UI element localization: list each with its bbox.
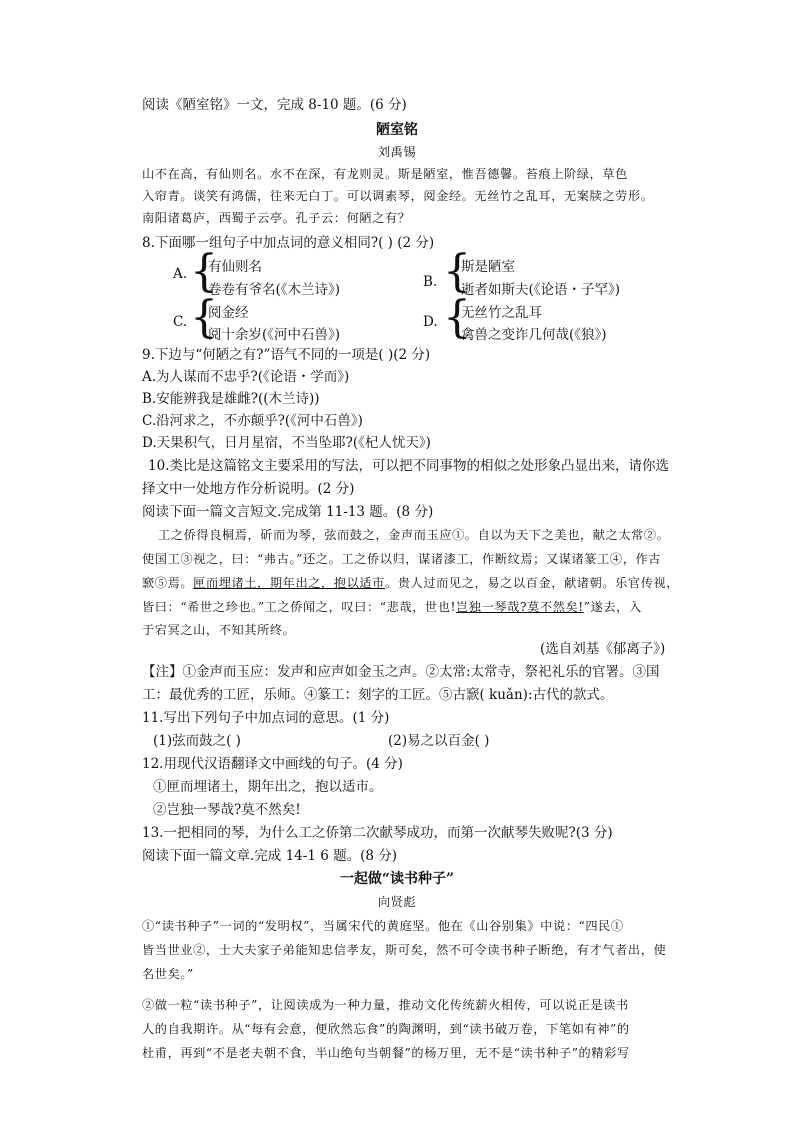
brace-icon: { [443, 292, 471, 343]
option-line: 卷卷有爷名(《木兰诗》) [208, 282, 341, 298]
passage-line: 工之侨得良桐焉，斫而为琴，弦而鼓之，金声而玉应①。自以为天下之美也，献之太常②。 [158, 528, 670, 542]
question-12-item: ①匣而埋诸土，期年出之，抱以适市。 [153, 779, 383, 795]
question-11-item: (2)易之以百金( ) [388, 733, 490, 749]
poem-author: 刘禹锡 [377, 145, 417, 159]
option-label: B. [423, 274, 438, 290]
option-line: 斯是陋室 [461, 259, 515, 275]
question-10-line: 择文中一处地方作分析说明。(2 分) [142, 481, 355, 497]
passage-line [142, 597, 642, 617]
option-line: 无丝竹之乱耳 [461, 305, 542, 321]
option-line: 阅金经 [208, 305, 249, 321]
question-10-line: 10.类比是这篇铭文主要采用的写法，可以把不同事物的相似之处形象凸显出来，请你选 [148, 458, 669, 474]
q9-option: C.沿河求之，不亦颠乎?(《河中石兽》) [142, 413, 363, 429]
essay-line: 皆当世业②，士大夫家子弟能知忠信孝友，斯可矣，然不可令读书种子断绝，有才气者出，使 [142, 943, 667, 957]
option-line: 禽兽之变诈几何哉(《狼》) [461, 327, 607, 343]
brace-icon: { [190, 246, 218, 297]
essay-line: 人的自我期许。从“每有会意，便欣然忘食”的陶渊明，到“读书破万卷，下笔如有神”的 [142, 1022, 630, 1036]
question-8-stem: 8.下面哪一组句子中加点词的意义相同?( ) (2 分) [142, 235, 435, 251]
section-intro-8-10: 阅读《陋室铭》一文，完成 8-10 题。(6 分) [142, 97, 407, 113]
option-line: 逝者如斯夫(《论语・子罕》) [461, 282, 621, 298]
section-intro-14-16: 阅读下面一篇文章.完成 14-1 6 题。(8 分) [142, 848, 397, 864]
question-13: 13.一把相同的琴，为什么工之侨第二次献琴成功，而第一次献琴失败呢?(3 分) [142, 825, 613, 841]
passage-source: (选自刘基《郁离子》) [540, 641, 666, 657]
option-label: C. [173, 314, 188, 330]
option-label: D. [423, 314, 438, 330]
option-line: 有仙则名 [208, 259, 262, 275]
question-12-stem: 12.用现代汉语翻译文中画线的句子。(4 分) [142, 756, 403, 772]
brace-icon: { [190, 292, 218, 343]
brace-icon: { [443, 246, 471, 297]
passage-text: 窾⑤焉。 [142, 576, 194, 590]
passage-text: 皆曰：“希世之珍也。”工之侨闻之，叹曰：“悲哉，世也! [142, 600, 457, 614]
option-label: A. [173, 266, 188, 282]
q9-option: D.天果积气，日月星宿，不当坠耶?(《杞人忧天》) [142, 435, 431, 451]
poem-line: 入帘青。谈笑有鸿儒，往来无白丁。可以调素琴，阅金经。无丝竹之乱耳，无案牍之劳形。 [142, 189, 654, 203]
q9-option: A.为人谋而不忠乎?(《论语・学而》) [142, 369, 350, 385]
question-11-item: (1)弦而鼓之( ) [153, 733, 241, 749]
poem-title: 陋室铭 [376, 122, 418, 138]
notes-line: 【注】①金声而玉应：发声和应声如金玉之声。②太常:太常寺，祭祀礼乐的官署。③国 [142, 664, 660, 680]
poem-line: 南阳诸葛庐，西蜀子云亭。孔子云：何陋之有？ [142, 211, 411, 225]
essay-author: 向贤彪 [377, 895, 417, 909]
question-12-item: ②岂独一琴哉?莫不然矣! [153, 802, 301, 818]
passage-line: 使国工③视之，曰：“弗古。”还之。工之侨以归，谋诸漆工，作断纹焉；又谋诸篆工④，作古 [142, 552, 662, 566]
option-line: 阅十余岁(《河中石兽》) [208, 327, 341, 343]
q9-option: B.安能辨我是雄雌?((木兰诗)) [142, 391, 320, 407]
essay-line: ①“读书种子”一词的“发明权”，当属宋代的黄庭坚。他在《山谷别集》中说：“四民① [142, 919, 624, 933]
essay-title: 一起做“读书种子” [339, 871, 455, 887]
essay-line: 杜甫，再到“不是老夫朝不食，半山绝句当朝餐”的杨万里，无不是“读书种子”的精彩写 [142, 1046, 630, 1060]
passage-text: ”遂去，入 [583, 600, 642, 614]
poem-line: 山不在高，有仙则名。水不在深，有龙则灵。斯是陋室，惟吾德馨。苔痕上阶绿，草色 [142, 167, 628, 181]
passage-line: 于宕冥之山，不知其所终。 [142, 623, 296, 637]
essay-line: ②做一粒“读书种子”，让阅读成为一种力量，推动文化传统薪火相传，可以说正是读书 [142, 998, 629, 1012]
question-9-stem: 9.下边与“何陋之有?”语气不同的一项是( )(2 分) [142, 347, 431, 363]
question-11-stem: 11.写出下列句子中加点词的意思。(1 分) [142, 710, 390, 726]
passage-line [142, 573, 679, 593]
underlined-sentence: 匣而埋诸土，期年出之，抱以适市 [193, 576, 385, 590]
section-intro-11-13: 阅读下面一篇文言短文.完成第 11-13 题。(8 分) [142, 504, 434, 520]
essay-line: 名世矣。” [142, 967, 194, 981]
passage-text: 。贵人过而见之，易之以百金，献诸朝。乐官传视， [384, 576, 680, 590]
underlined-sentence: 岂独一琴哉?莫不然矣! [456, 600, 584, 614]
notes-line: 工：最优秀的工匠，乐师。④篆工：刻字的工匠。⑤古窾( kuǎn):古代的款式。 [142, 687, 614, 703]
